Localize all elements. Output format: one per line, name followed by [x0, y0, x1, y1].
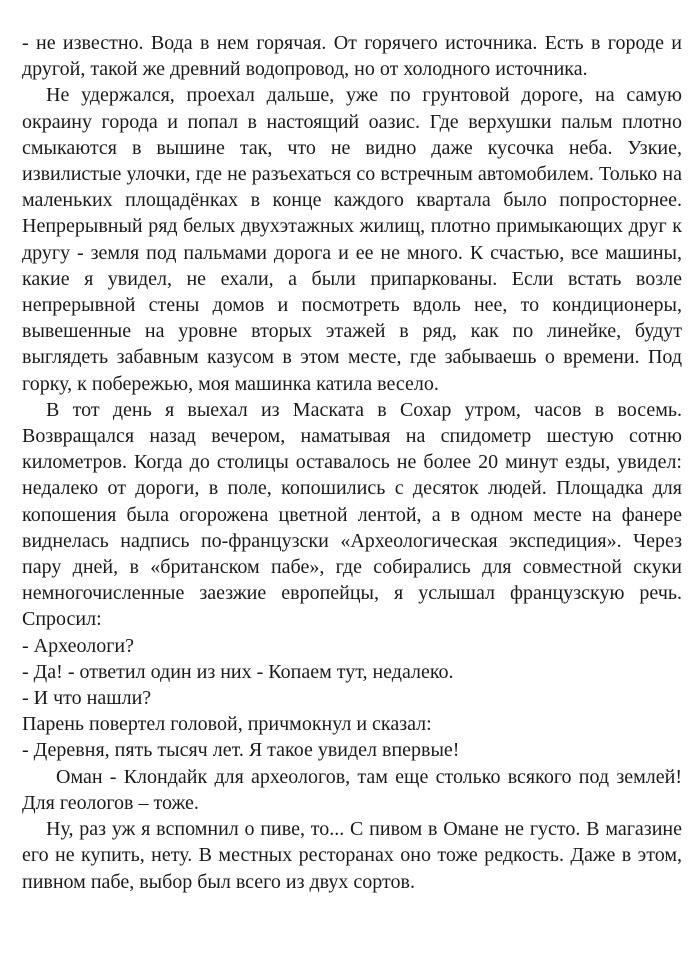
dialogue-line: - И что нашли?	[22, 687, 152, 710]
paragraph-beer: Ну, раз уж я вспомнил о пиве, то... С пивом в Омане не густо. В магазине его не купить, нету. В местных ресторанах оно тоже редкость. Даже в этом, пивном пабе, выбор был всего из двух сортов.	[22, 818, 682, 893]
paragraph-oasis: Не удержался, проехал дальше, уже по грунтовой дороге, на самую окраину города и попал в настоящий оазис. Где верхушки пальм плотно смыкаются в вышине так, что не видно даже кусочка неба. Узкие, извилистые улочки, где не разъехаться со встречным автомобилем. Только на маленьких площадёнках в конце каждого квартала было попросторнее. Непрерывный ряд белых двухэтажных жилищ, плотно примыкающих друг к другу - земля под пальмами дорога и ее не много. К счастью, все машины, какие я увидел, не ехали, а были припаркованы. Если встать возле непрерывной стены домов и посмотреть вдоль нее, то кондиционеры, вывешенные на уровне вторых этажей в ряд, как по линейке, будут выглядеть забавным казусом в этом месте, где забываешь о времени. Под горку, к побережью, моя машинка катила весело.	[22, 84, 682, 395]
dialogue-line: - Деревня, пять тысяч лет. Я такое увидел впервые!	[22, 739, 460, 762]
dialogue-line: - Археологи?	[22, 634, 134, 657]
paragraph-klondike: Оман - Клондайк для археологов, там еще столько всякого под землей! Для геологов – тоже.	[22, 765, 682, 814]
paragraph-sohar-trip: В тот день я выехал из Маската в Сохар утром, часов в восемь. Возвращался назад вечером, наматывая на спидометр шестую сотню километров. Когда до столицы оставалось не более 20 минут езды, увидел: недалеко от дороги, в поле, копошились с десяток людей. Площадка для копошения была огорожена цветной лентой, а в одном месте на фанере виднелась надпись по-французски «Археологическая экспедиция». Через пару дней, в «британском пабе», где собирались для совместной скуки немногочисленные заезжие европейцы, я услышал французскую речь. Спросил:	[22, 398, 682, 631]
book-page	[22, 30, 682, 895]
dialogue-line: - Да! - ответил один из них - Копаем тут, недалеко.	[22, 660, 454, 683]
paragraph-continuation: - не известно. Вода в нем горячая. От горячего источника. Есть в городе и другой, такой же древний водопровод, но от холодного источника.	[22, 32, 682, 81]
narration-line: Парень повертел головой, причмокнул и сказал:	[22, 713, 432, 736]
